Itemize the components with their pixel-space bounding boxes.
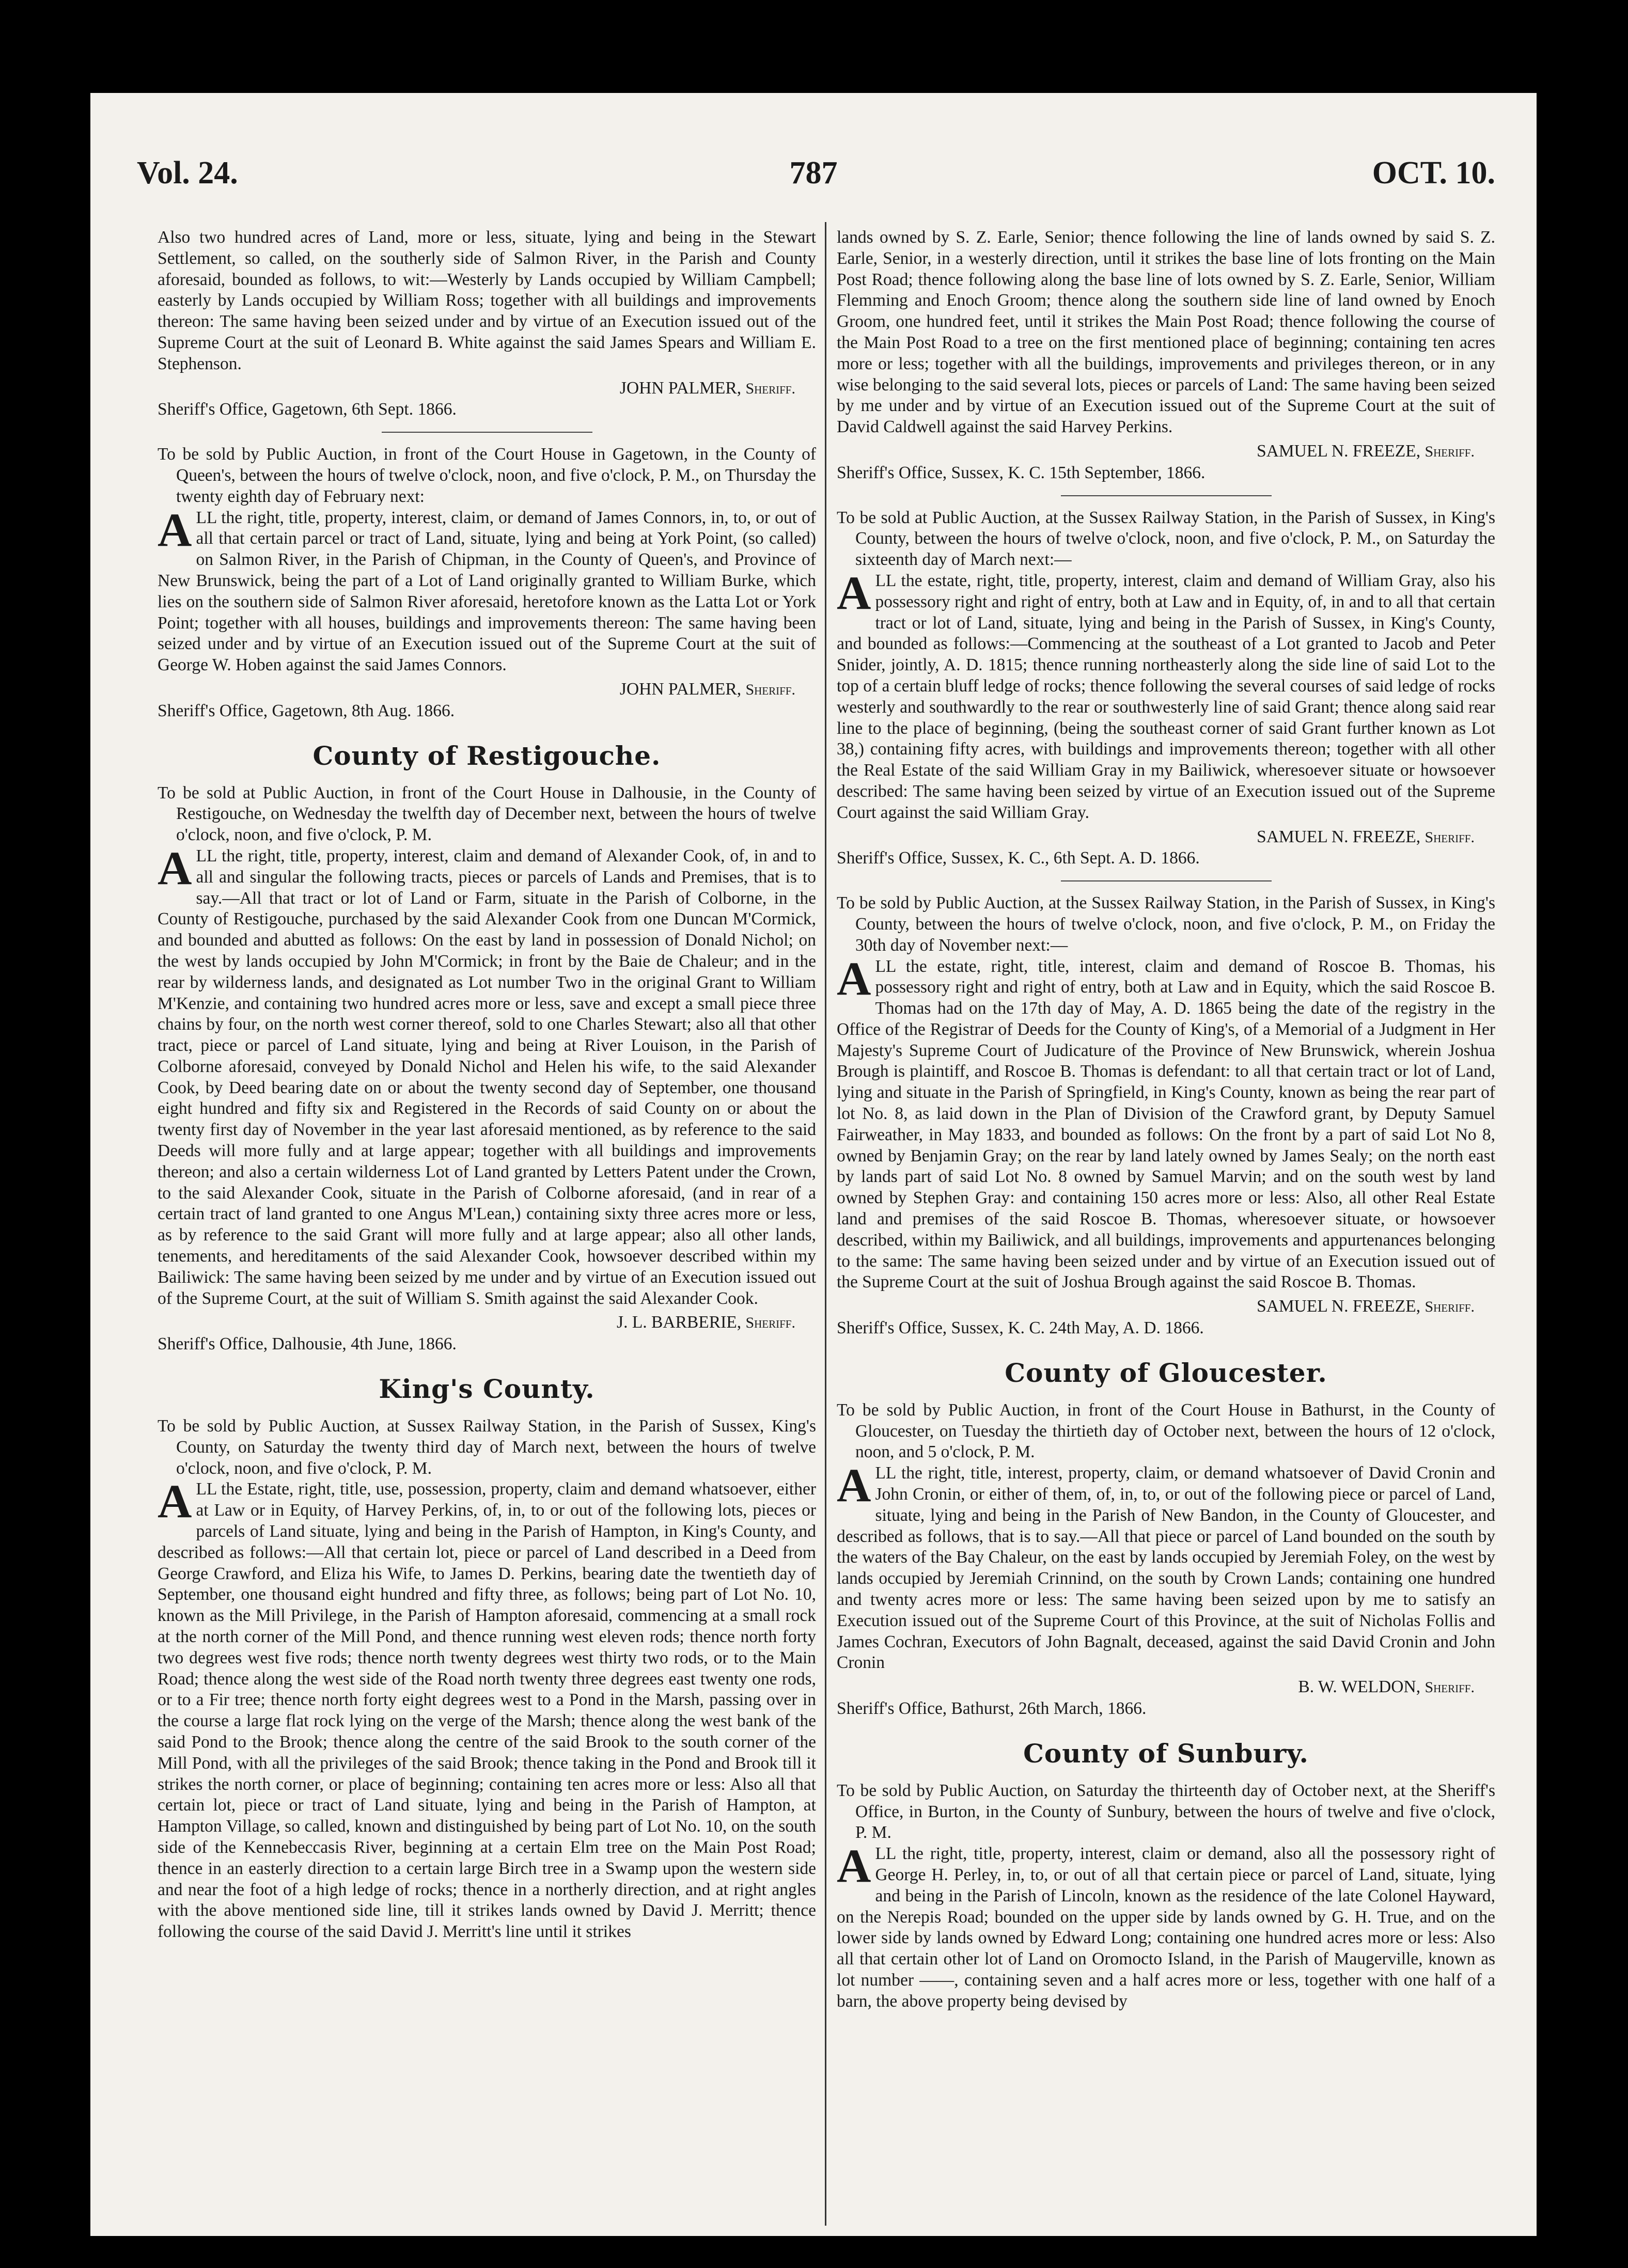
notice-intro: To be sold by Public Auction, in front of the Court House in Gagetown, in the County of Queen's, between the hours of twelve o'clock, noon, and five o'clock, P. M., on Thursday the twenty eighth day of February next: [158,445,816,506]
sheriff-title: Sheriff. [745,681,795,698]
sheriff-name: J. L. BARBERIE, [617,1313,742,1332]
notice-text: LL the right, title, interest, property, claim, or demand whatsoever of David Cronin and John Cronin, or either of them, of, in, to, or out of the following piece or parcel of Land, situate, lying and being in the Parish of New Bandon, in the County of Gloucester, and described as follows, that is to say.—All that piece or parcel of Land bounded on the south by the waters of the Bay Chaleur, on the east by lands occupied by Jeremiah Foley, on the west by lands occupied by Jeremiah Crinnind, on the south by Crown Lands; containing one hundred and twenty acres more or less: The same having been seized upon by me to satisfy an Execution issued out of the Supreme Court of this Province, at the suit of Nicholas Follis and James Cochran, Executors of John Bagnalt, deceased, against the said David Cronin and John Cronin [837,1463,1495,1673]
sheriff-signature [837,1677,1495,1698]
sheriff-title: Sheriff. [1424,1679,1475,1696]
notice-text: LL the estate, right, title, property, interest, claim and demand of William Gray, also his possessory right and right of entry, both at Law and in Equity, of, in and to all that certain tract or lot of Land, situate, lying and being in the Parish of Sussex, in King's County, and bounded as follows:—Commencing at the southeast of a Lot granted to Jacob and Peter Snider, jointly, A. D. 1815; thence running northeasterly along the side line of said Lot to the top of a certain bluff ledge of rocks; thence following the several courses of said ledge of rocks westerly and southwardly to the rear or southwesterly line of said Grant; thence along said rear line to the place of beginning, (being the southeast corner of said Grant further known as Lot 38,) containing fifty acres, with buildings and improvements thereon; together with all other the Real Estate of the said William Gray in my Bailiwick, wheresoever situate or howsoever described: The same having been seized by virtue of an Execution issued out of the Supreme Court against the said William Gray. [837,571,1495,822]
issue-date: OCT. 10. [1372,155,1495,191]
sheriff-signature [158,679,816,701]
sheriff-title: Sheriff. [1424,1298,1475,1316]
sheriff-office: Sheriff's Office, Sussex, K. C., 6th Sept. A. D. 1866. [837,848,1200,868]
sheriff-signature [158,1312,816,1334]
sheriff-title: Sheriff. [745,1314,795,1332]
notice-intro: To be sold at Public Auction, in front of the Court House in Dalhousie, in the County of Restigouche, on Wednesday the twelfth day of December next, between the hours of twelve o'clock, noon, and five o'clock, P. M. [158,783,816,845]
sheriff-name: JOHN PALMER, [619,679,742,699]
notice-body [837,952,1495,1294]
county-heading-kings: King's County. [379,1374,595,1405]
sheriff-name: SAMUEL N. FREEZE, [1257,827,1421,846]
page-number: 787 [789,155,838,191]
notice-text: LL the right, title, property, interest, claim and demand of Alexander Cook, of, in and to all and singular the following tracts, pieces or parcels of Lands and Premises, that is to say.—All that tract or lot of Land or Farm, situate in the Parish of Colborne, in the County of Restigouche, purchased by the said Alexander Cook from one Duncan M'Cormick, and bounded and abutted as follows: On the east by land in possession of Donald Nichol; on the west by lands occupied by John M'Cormick; in front by the Baie de Chaleur; and in the rear by wilderness lands, and designated as Lot number Two in the original Grant to William M'Kenzie, and containing two hundred acres more or less, save and except a small piece three chains by four, on the north west corner thereof, sold to one Charles Stewart; also all that other tract, piece or parcel of Land situate, lying and being at River Louison, in the Parish of Colborne aforesaid, conveyed by Donald Nichol and Helen his wife, to the said Alexander Cook, by Deed bearing date on or about the twenty second day of September, one thousand eight hundred and fifty six and Registered in the Records of said County on or about the twenty first day of November in the year last aforesaid mentioned, as by reference to the said Deeds will more fully and at large appear; together with all buildings and improvements thereon; and also a certain wilderness Lot of Land granted by Letters Patent under the Crown, to the said Alexander Cook, situate in the Parish of Colborne aforesaid, (and in rear of a certain tract of land granted to one Angus M'Lean,) containing sixty three acres more or less, as by reference to the said Grant will more fully and at large appear; also all other lands, tenements, and hereditaments of the said Alexander Cook, howsoever described within my Bailiwick: The same having been seized by me under and by virtue of an Execution issued out of the Supreme Court, at the suit of William S. Smith against the said Alexander Cook. [158,846,816,1308]
notice-separator [1061,495,1272,496]
sheriff-office: Sheriff's Office, Gagetown, 6th Sept. 1866. [158,400,457,419]
notice-body [837,566,1495,824]
drop-cap: A [837,566,871,619]
notice-body [837,1839,1495,2012]
notice-text: LL the estate, right, title, interest, claim and demand of Roscoe B. Thomas, his possessory right and right of entry, both at Law and in Equity, which the said Roscoe B. Thomas had on the 17th day of May, A. D. 1865 being the date of the registry in the Office of the Registrar of Deeds for the County of King's, of a Memorial of a Judgment in Her Majesty's Supreme Court of Judicature of the Province of New Brunswick, wherein Joshua Brough is plaintiff, and Roscoe B. Thomas is defendant: to all that certain tract or lot of Land, lying and situate in the Parish of Springfield, in King's County, known as being the rear part of lot No. 8, as laid down in the Plan of Division of the Crawford grant, by Deputy Samuel Fairweather, in May 1833, and bounded as follows: On the front by a part of said Lot No 8, owned by Benjamin Gray; on the rear by land lately owned by James Sealy; on the north east by lands part of said Lot No. 8 owned by Samuel Marvin; and on the south west by land owned by Stephen Gray: and containing 150 acres more or less: Also, all other Real Estate land and premises of the said Roscoe B. Thomas, wheresoever situate, or howsoever described, within my Bailiwick, and all buildings, improvements and appurtenances belonging to the same: The same having been seized under and by virtue of an Execution issued out of the Supreme Court at the suit of Joshua Brough against the said Roscoe B. Thomas. [837,956,1495,1292]
sheriff-office: Sheriff's Office, Dalhousie, 4th June, 1866. [158,1334,457,1354]
sheriff-office: Sheriff's Office, Sussex, K. C. 15th September, 1866. [837,463,1206,482]
sheriff-office: Sheriff's Office, Sussex, K. C. 24th May, A. D. 1866. [837,1318,1204,1338]
notice-body [158,1475,816,1943]
notice-intro: To be sold at Public Auction, at the Sussex Railway Station, in the Parish of Sussex, in King's County, between the hours of twelve o'clock, noon, and five o'clock, P. M., on Saturday the sixteenth day of March next:— [837,508,1495,570]
drop-cap: A [837,952,871,1005]
notice-intro: To be sold by Public Auction, on Saturday the thirteenth day of October next, at the Sheriff's Office, in Burton, in the County of Sunbury, between the hours of twelve and five o'clock, P. M. [837,1781,1495,1842]
notice-george-perley [837,1781,1495,2012]
volume-label: Vol. 24. [137,155,238,191]
county-heading-gloucester: County of Gloucester. [1005,1357,1327,1388]
notice-harvey-perkins-continued [837,227,1495,484]
gazette-page [90,93,1537,2236]
notice-body [837,1459,1495,1674]
page-header [90,155,1537,212]
sheriff-name: B. W. WELDON, [1298,1677,1421,1697]
notice-intro: To be sold by Public Auction, at the Sussex Railway Station, in the Parish of Sussex, in King's County, between the hours of twelve o'clock, noon, and five o'clock, P. M., on Friday the 30th day of November next:— [837,893,1495,955]
left-column [158,227,816,1943]
drop-cap: A [837,1839,871,1893]
notice-intro: To be sold by Public Auction, at Sussex Railway Station, in the Parish of Sussex, King's County, on Saturday the twenty third day of March next, between the hours of twelve o'clock, noon, and five o'clock, P. M. [158,1416,816,1478]
notice-alexander-cook [158,783,816,1356]
sheriff-name: JOHN PALMER, [619,378,742,398]
sheriff-name: SAMUEL N. FREEZE, [1257,441,1421,461]
sheriff-name: SAMUEL N. FREEZE, [1257,1297,1421,1316]
notice-harvey-perkins [158,1416,816,1943]
notice-james-connors [158,444,816,721]
notice-text: LL the Estate, right, title, use, possession, property, claim and demand whatsoever, either at Law or in Equity, of Harvey Perkins, of, in, to or out of the following lots, pieces or parcels of Land situate, lying and being in the Parish of Hampton, in King's County, and described as follows:—All that certain lot, piece or parcel of Land described in a Deed from George Crawford, and Eliza his Wife, to James D. Perkins, bearing date the twentieth day of September, one thousand eight hundred and fifty three, as follows; being part of Lot No. 10, known as the Mill Privilege, in the Parish of Hampton aforesaid, commencing at a small rock at the north corner of the Mill Pond, and thence running west eleven rods; thence north forty two degrees west five rods; thence north twenty degrees west thirty two rods, or to the Main Road; thence along the west side of the Road north twenty three degrees east twenty one rods, or to a Fir tree; thence north forty eight degrees west to a Pond in the Marsh, passing over in the course a large flat rock lying on the verge of the Marsh; thence along the west bank of the said Pond to the Brook; thence along the centre of the said Brook to the south corner of the Mill Pond, with all the privileges of the said Brook; thence taking in the Pond and Brook till it strikes the north corner, or place of beginning; containing ten acres more or less: Also all that certain lot, piece or tract of Land situate, lying and being in the Parish of Hampton, at Hampton Village, so called, known and distinguished by being part of Lot No. 10, on the south side of the Kennebeccasis River, beginning at a certain Elm tree on the Main Post Road; thence in an easterly direction to a certain large Birch tree in a Swamp upon the western side and near the foot of a high ledge of rocks; thence in a northerly direction, and at right angles with the above mentioned side line, till it strikes lands owned by David J. Merritt; thence following the course of the said David J. Merritt's line until it strikes [158,1479,816,1942]
sheriff-office: Sheriff's Office, Bathurst, 26th March, 1866. [837,1699,1147,1718]
sheriff-signature [837,827,1495,848]
drop-cap: A [837,1459,871,1512]
notice-william-gray [837,508,1495,870]
sheriff-title: Sheriff. [1424,443,1475,460]
notice-separator [382,432,592,433]
sheriff-office: Sheriff's Office, Gagetown, 8th Aug. 1866. [158,701,455,720]
right-column [837,227,1495,2012]
notice-body: lands owned by S. Z. Earle, Senior; thence following the line of lands owned by said S. Z. Earle, Senior, in a westerly direction, until it strikes the base line of lots fronting on the Main Post Road; thence following along the base line of lots owned by S. Z. Earle, Senior, William Flemming and Enoch Groom; thence along the southern side line of land owned by Enoch Groom, one hundred feet, until it strikes the Main Post Road; thence following the course of the Main Post Road to a tree on the first mentioned place of beginning; containing ten acres more or less; together with all the buildings, improvements and privileges thereon, or in any wise belonging to the said several lots, pieces or parcels of Land: The same having been seized by me under and by virtue of an Execution issued out of the Supreme Court at the suit of David Caldwell against the said Harvey Perkins. [837,228,1495,437]
county-heading-sunbury: County of Sunbury. [1023,1738,1309,1769]
notice-salmon-river-continued [158,227,816,420]
notice-text: LL the right, title, property, interest, claim, or demand of James Connors, in, to, or out of all that certain parcel or tract of Land, situate, lying and being at York Point, (so called) on Salmon River, in the Parish of Chipman, in the County of Queen's, and Province of New Brunswick, being the part of a Lot of Land originally granted to William Burke, which lies on the southern side of Salmon River aforesaid, heretofore known as the Latta Lot or York Point; together with all houses, buildings and improvements thereon: The same having been seized under and by virtue of an Execution issued out of the Supreme Court at the suit of George W. Hoben against the said James Connors. [158,508,816,675]
notice-body [158,503,816,676]
notice-cronin [837,1400,1495,1720]
sheriff-title: Sheriff. [745,380,795,397]
county-heading-restigouche: County of Restigouche. [312,740,661,771]
notice-body: Also two hundred acres of Land, more or less, situate, lying and being in the Stewart Settlement, so called, on the southerly side of Salmon River, in the Parish and County aforesaid, bounded as follows, to wit:—Westerly by Lands occupied by William Campbell; easterly by Lands occupied by William Ross; together with all buildings and improvements thereon: The same having been seized under and by virtue of an Execution issued out of the Supreme Court at the suit of Leonard B. White against the said James Spears and William E. Stephenson. [158,228,816,373]
sheriff-title: Sheriff. [1424,828,1475,846]
notice-intro: To be sold by Public Auction, in front of the Court House in Bathurst, in the County of Gloucester, on Tuesday the thirtieth day of October next, between the hours of 12 o'clock, noon, and 5 o'clock, P. M. [837,1400,1495,1462]
notice-body [158,841,816,1310]
column-divider [825,222,826,2226]
drop-cap: A [158,841,192,894]
sheriff-signature [837,441,1495,463]
drop-cap: A [158,1475,192,1528]
sheriff-signature [158,378,816,400]
drop-cap: A [158,503,192,556]
notice-text: LL the right, title, property, interest, claim or demand, also all the possessory right of George H. Perley, in, to, or out of all that certain piece or parcel of Land, situate, lying and being in the Parish of Lincoln, known as the residence of the late Colonel Hayward, on the Nerepis Road; bounded on the upper side by lands owned by G. H. True, and on the lower side by lands owned by Edward Long; containing one hundred acres more or less: Also all that certain other lot of Land on Oromocto Island, in the Parish of Maugerville, known as lot number ——, containing seven and a half acres more or less, together with one half of a barn, the above property being devised by [837,1844,1495,2011]
notice-separator [1061,880,1272,881]
notice-roscoe-thomas [837,893,1495,1339]
sheriff-signature [837,1296,1495,1318]
